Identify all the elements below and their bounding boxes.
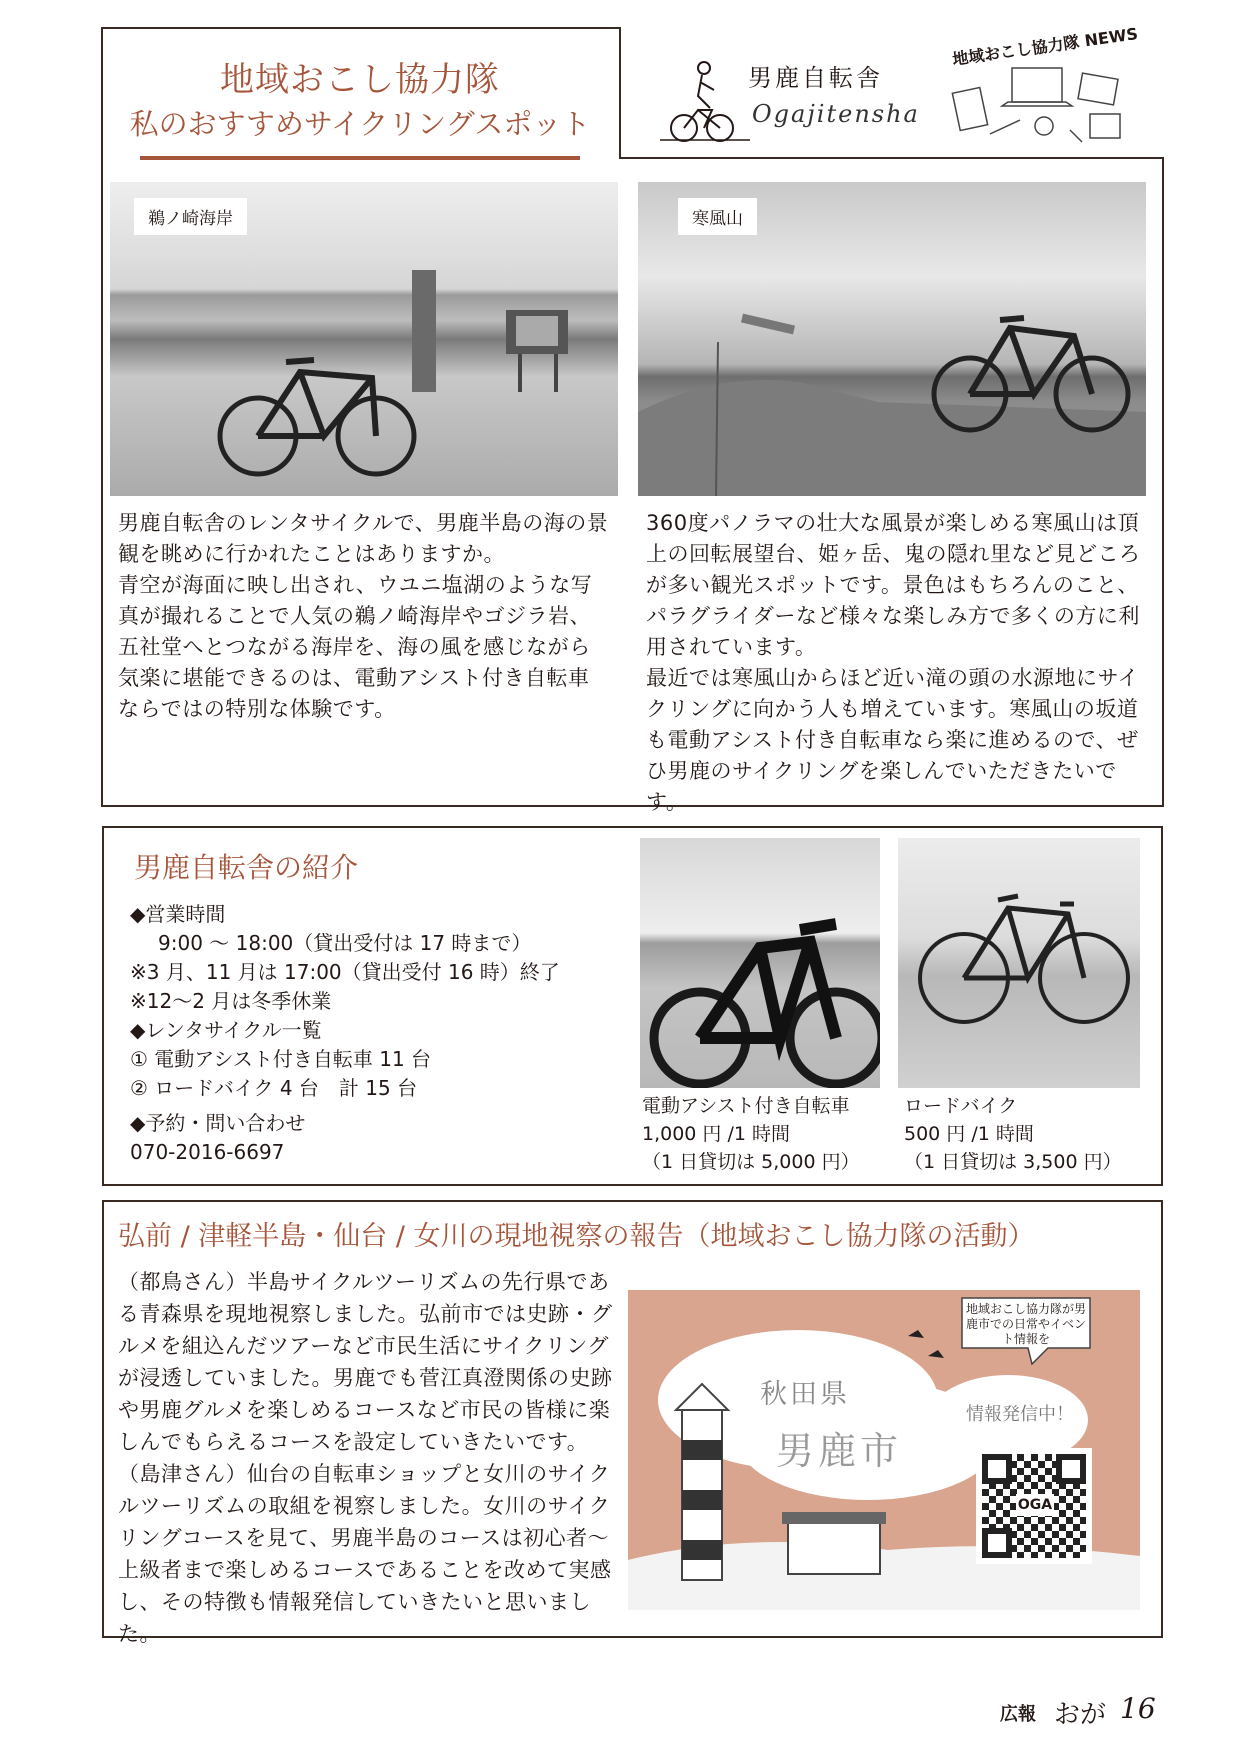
bike-day-price: （1 日貸切は 3,500 円） <box>904 1151 1122 1173</box>
footer-name: おが <box>1054 1700 1107 1730</box>
contact-label: ◆予約・問い合わせ <box>130 1111 306 1135</box>
rental-item-2: ② ロードバイク 4 台 計 15 台 <box>130 1076 418 1100</box>
news-badge <box>940 24 1150 150</box>
rental-item-1: ① 電動アシスト付き自転車 11 台 <box>130 1047 432 1071</box>
spot-paragraph: 最近では寒風山からほど近い滝の頭の水源地にサイクリングに向かう人も増えています。寒風山の坂道も電動アシスト付き自転車なら楽に進めるので、ぜひ男鹿のサイクリングを楽しんでいただきたいです。 <box>646 666 1140 814</box>
qr-label: OGA <box>1016 1494 1054 1516</box>
intro-info <box>130 900 560 1167</box>
bike-price: 500 円 /1 時間 <box>904 1123 1034 1145</box>
intro-title: 男鹿自転舎の紹介 <box>134 851 359 884</box>
cyclist-icon <box>660 52 750 144</box>
bike-caption-e-bike <box>642 1092 860 1176</box>
hours-note-1: ※3 月、11 月は 17:00（貸出受付 16 時）終了 <box>130 960 560 984</box>
promo-bubble: 地域おこし協力隊が男鹿市での日常やイベント情報を <box>966 1302 1087 1346</box>
report-paragraph: （都鳥さん）半島サイクルツーリズムの先行県である青森県を現地視察しました。弘前市では史跡・グルメを組込んだツアーなど市民生活にサイクリングが浸透していました。男鹿でも菅江真澄関係の史跡や男鹿グルメを楽しめるコースなど市民の皆様に楽しんでもらえるコースを設定していきたいです。 <box>118 1270 613 1454</box>
photo-road-bike <box>898 838 1140 1088</box>
bike-name: ロードバイク <box>904 1095 1018 1117</box>
spot-text-kanpuzan <box>646 508 1146 818</box>
qr-code[interactable] <box>976 1448 1092 1564</box>
photo-e-bike <box>640 838 880 1088</box>
logo-script: Ogajitensha <box>752 100 920 128</box>
report-title: 弘前 / 津軽半島・仙台 / 女川の現地視察の報告（地域おこし協力隊の活動） <box>118 1221 1035 1252</box>
bike-caption-road-bike <box>904 1092 1122 1176</box>
photo-tag-kanpuzan: 寒風山 <box>678 198 757 235</box>
photo-unosaki-coast <box>110 182 618 496</box>
spot-text-unosaki <box>118 508 610 725</box>
photo-kanpuzan <box>638 182 1146 496</box>
report-text <box>118 1266 618 1650</box>
header-title-line1: 地域おこし協力隊 <box>220 60 500 100</box>
hours-note-2: ※12〜2 月は冬季休業 <box>130 989 332 1013</box>
spot-paragraph: 青空が海面に映し出され、ウユニ塩湖のような写真が撮れることで人気の鵜ノ崎海岸やゴジラ岩、五社堂へとつながる海岸を、海の風を感じながら気楽に堪能できるのは、電動アシスト付き自転車ならではの特別な体験です。 <box>118 573 593 721</box>
bike-name: 電動アシスト付き自転車 <box>642 1095 850 1117</box>
header-title-line2: 私のおすすめサイクリングスポット <box>129 107 591 141</box>
footer-label: 広報 <box>1000 1704 1036 1725</box>
promo-prefecture: 秋田県 <box>760 1379 850 1410</box>
report-paragraph: （島津さん）仙台の自転車ショップと女川のサイクルツーリズムの取組を視察しました。女川のサイクリングコースを見て、男鹿半島のコースは初心者〜上級者まで楽しめるコースであることを改めて実感し、その特徴も情報発信していきたいと思いました。 <box>118 1462 612 1646</box>
promo-city: 男鹿市 <box>776 1429 903 1473</box>
page-number: 16 <box>1120 1692 1156 1725</box>
title-underline <box>140 156 580 160</box>
photo-tag-unosaki: 鵜ノ崎海岸 <box>134 198 247 235</box>
bike-day-price: （1 日貸切は 5,000 円） <box>642 1151 860 1173</box>
bike-price: 1,000 円 /1 時間 <box>642 1123 791 1145</box>
hours-value: 9:00 〜 18:00（貸出受付は 17 時まで） <box>158 931 532 955</box>
promo-illustration <box>628 1290 1140 1610</box>
phone-number: 070-2016-6697 <box>130 1140 285 1164</box>
logo-text: 男鹿自転舎 <box>748 64 883 92</box>
promo-sending: 情報発信中！ <box>966 1404 1074 1425</box>
rental-label: ◆レンタサイクル一覧 <box>130 1018 322 1042</box>
spot-paragraph: 男鹿自転舎のレンタサイクルで、男鹿半島の海の景観を眺めに行かれたことはありますか。 <box>118 511 609 566</box>
ogajitensha-logo <box>660 52 920 144</box>
hours-label: ◆営業時間 <box>130 902 226 926</box>
news-badge-text: 地域おこし協力隊 NEWS <box>951 24 1140 69</box>
desk-items-illustration <box>950 60 1140 150</box>
spot-paragraph: 360度パノラマの壮大な風景が楽しめる寒風山は頂上の回転展望台、姫ヶ岳、鬼の隠れ里など見どころが多い観光スポットです。景色はもちろんのこと、パラグライダーなど様々な楽しみ方で多くの方に利用されています。 <box>646 511 1141 659</box>
